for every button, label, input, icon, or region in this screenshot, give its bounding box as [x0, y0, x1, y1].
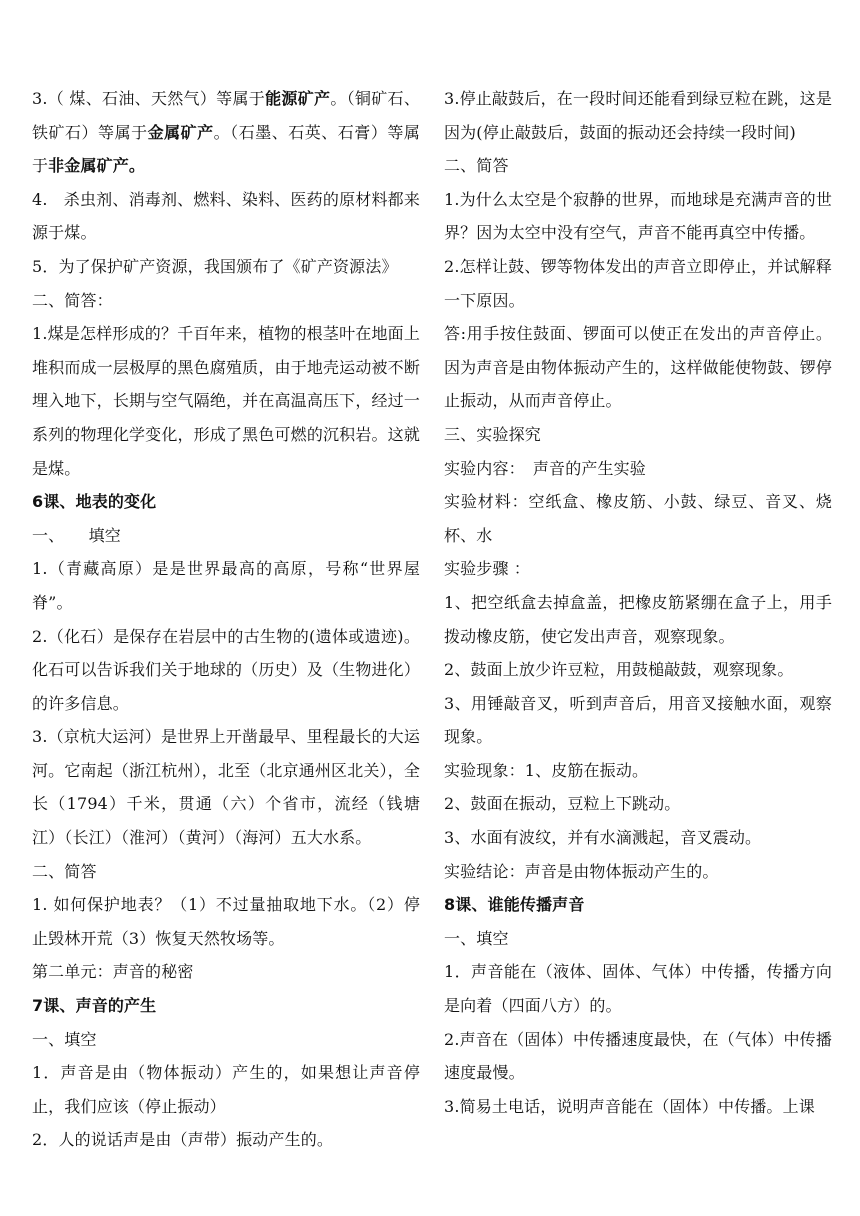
bold-term: 非金属矿产。: [48, 156, 146, 176]
paragraph: 1．声音是由（物体振动）产生的，如果想让声音停止，我们应该（停止振动）: [32, 1063, 420, 1116]
paragraph: 1. 如何保护地表？（1）不过量抽取地下水。（2）停止毁林开荒（3）恢复天然牧场等。: [32, 895, 420, 948]
paragraph: 第二单元：声音的秘密: [32, 962, 194, 982]
paragraph: 2.（化石）是保存在岩层中的古生物的(遗体或遗迹)。化石可以告诉我们关于地球的（历史）及（生物进化）的许多信息。: [32, 626, 420, 713]
paragraph: 1、把空纸盒去掉盒盖，把橡皮筋紧绷在盒子上，用手拨动橡皮筋，使它发出声音，观察现象。: [444, 592, 832, 646]
text-run: 3.（ 煤、石油、天然气）等属于: [32, 89, 266, 108]
section-heading: 8课、谁能传播声音: [444, 895, 585, 915]
right-column: [444, 82, 832, 1202]
paragraph: 实验结论：声音是由物体振动产生的。: [444, 861, 719, 881]
text-run: 。（铜矿石、铁矿石）等属于: [32, 89, 420, 142]
paragraph: 4. 杀虫剂、消毒剂、燃料、染料、医药的原材料都来源于煤。: [32, 189, 420, 243]
paragraph: 2．人的说话声是由（声带）振动产生的。: [32, 1130, 334, 1150]
paragraph: 1.（青藏高原）是是世界最高的高原，号称“世界屋脊”。: [32, 559, 420, 612]
paragraph: 3.简易土电话，说明声音能在（固体）中传播。上课: [444, 1096, 815, 1116]
paragraph: 一、填空: [444, 928, 509, 948]
paragraph: 2.声音在（固体）中传播速度最快，在（气体）中传播速度最慢。: [444, 1029, 832, 1083]
paragraph: 2、鼓面上放少许豆粒，用鼓槌敲鼓，观察现象。: [444, 660, 794, 680]
document-page: [32, 82, 832, 1202]
paragraph: 3、用锤敲音叉，听到声音后，用音叉接触水面，观察现象。: [444, 693, 832, 747]
paragraph: 实验步骤 ：: [444, 559, 530, 579]
paragraph: 实验材料：空纸盒、橡皮筋、小鼓、绿豆、音叉、烧杯、水: [444, 492, 832, 545]
paragraph: [32, 82, 420, 183]
paragraph: 5．为了保护矿产资源，我国颁布了《矿产资源法》: [32, 256, 398, 276]
paragraph: 答:用手按住鼓面、锣面可以使正在发出的声音停止。因为声音是由物体振动产生的，这样做能使物鼓、锣停止振动，从而声音停止。: [444, 324, 832, 411]
section-heading: 6课、地表的变化: [32, 492, 157, 512]
paragraph: 二、简答: [32, 861, 97, 881]
paragraph: 实验现象：1、皮筋在振动。: [444, 760, 649, 780]
paragraph: 3.停止敲鼓后，在一段时间还能看到绿豆粒在跳，这是因为(停止敲鼓后，鼓面的振动还会持续一段时间): [444, 89, 832, 142]
paragraph: 二、简答：: [32, 290, 113, 310]
paragraph: 二、简答: [444, 156, 509, 176]
paragraph: 1.为什么太空是个寂静的世界，而地球是充满声音的世界？因为太空中没有空气，声音不能再真空中传播。: [444, 189, 832, 243]
paragraph: 一、填空: [32, 1029, 97, 1049]
bold-term: 金属矿产: [147, 122, 214, 142]
bold-term: 能源矿产: [265, 89, 331, 108]
paragraph: 实验内容： 声音的产生实验: [444, 458, 646, 478]
paragraph: 1．声音能在（液体、固体、气体）中传播，传播方向是向着（四面八方）的。: [444, 962, 832, 1016]
paragraph: 3.（京杭大运河）是世界上开凿最早、里程最长的大运河。它南起（浙江杭州），北至（北京通州区北关），全长（1794）千米，贯通（六）个省市，流经（钱塘江）（长江）（淮河）（黄河）（海河）五大水系。: [32, 727, 420, 848]
paragraph: 一、 填空: [32, 525, 121, 545]
paragraph: 1.煤是怎样形成的？千百年来，植物的根茎叶在地面上堆积而成一层极厚的黑色腐殖质，由于地壳运动被不断埋入地下，长期与空气隔绝，并在高温高压下，经过一系列的物理化学变化，形成了黑色可燃的沉积岩。这就是煤。: [32, 324, 420, 478]
text-run: 。（石墨、石英、石膏）等属于: [32, 122, 420, 176]
paragraph: 三、实验探究: [444, 424, 541, 444]
section-heading: 7课、声音的产生: [32, 996, 157, 1016]
paragraph: 3、水面有波纹，并有水滴溅起，音叉震动。: [444, 828, 762, 848]
paragraph: 2、鼓面在振动，豆粒上下跳动。: [444, 794, 681, 814]
left-column: [32, 82, 420, 1202]
paragraph: 2.怎样让鼓、锣等物体发出的声音立即停止，并试解释一下原因。: [444, 256, 832, 310]
